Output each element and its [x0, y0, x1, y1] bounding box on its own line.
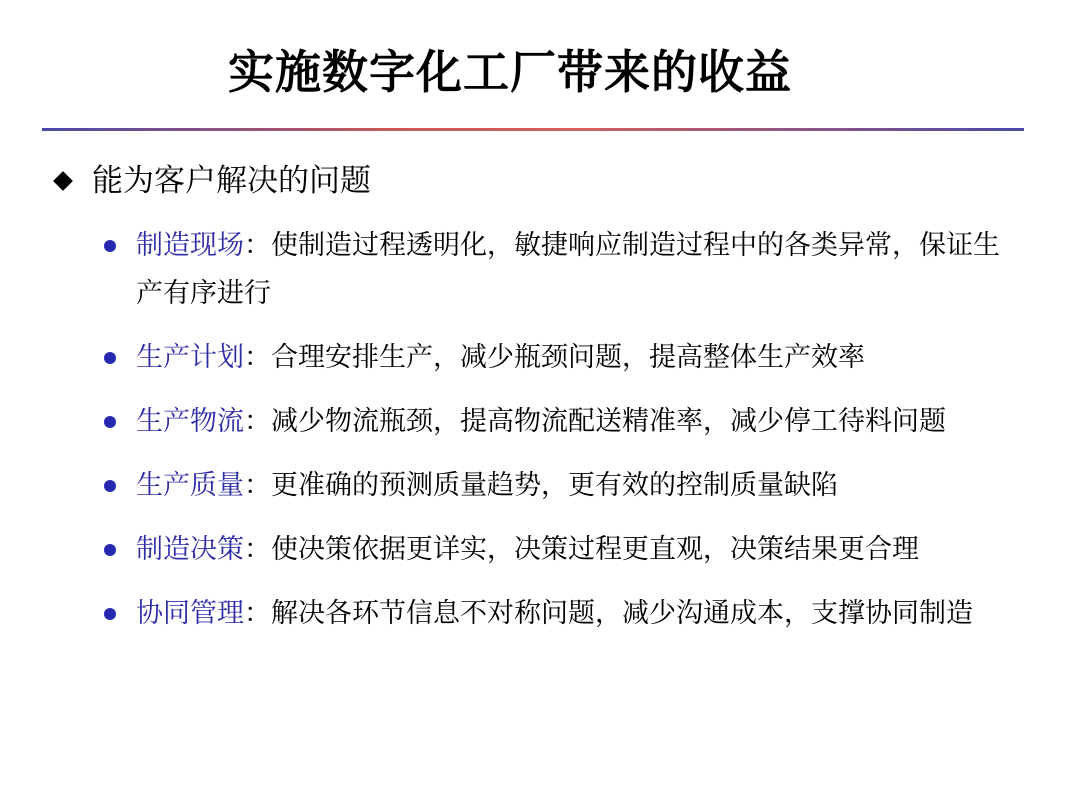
- benefit-item-manufacturing-decision: [0, 526, 1016, 574]
- benefit-description: 使决策依据更详实，决策过程更直观，决策结果更合理: [271, 534, 919, 565]
- benefit-term: 生产质量: [136, 470, 244, 501]
- benefit-colon: ：: [244, 230, 271, 261]
- benefit-item-manufacturing-site: [0, 222, 1016, 318]
- benefit-term: 制造决策: [136, 534, 244, 565]
- benefit-description: 解决各环节信息不对称问题，减少沟通成本，支撑协同制造: [271, 598, 973, 629]
- benefit-colon: ：: [244, 534, 271, 565]
- benefit-description: 使制造过程透明化，敏捷响应制造过程中的各类异常，保证生产有序进行: [136, 230, 1000, 309]
- benefit-item-production-quality: [0, 462, 1016, 510]
- benefit-term: 协同管理: [136, 598, 244, 629]
- title-divider: [42, 128, 1024, 131]
- benefit-item-production-logistics: [0, 398, 1016, 446]
- section-heading-text: 能为客户解决的问题: [92, 163, 371, 199]
- benefit-description: 合理安排生产，减少瓶颈问题，提高整体生产效率: [271, 342, 865, 373]
- slide-title: 实施数字化工厂带来的收益: [228, 45, 792, 99]
- bullet-dot-icon: [104, 608, 116, 620]
- benefit-term: 制造现场: [136, 230, 244, 261]
- benefit-term: 生产计划: [136, 342, 244, 373]
- benefit-description: 更准确的预测质量趋势，更有效的控制质量缺陷: [271, 470, 838, 501]
- section-heading: [48, 156, 371, 206]
- bullet-dot-icon: [104, 416, 116, 428]
- benefit-colon: ：: [244, 470, 271, 501]
- benefit-description: 减少物流瓶颈，提高物流配送精准率，减少停工待料问题: [271, 406, 946, 437]
- bullet-dot-icon: [104, 240, 116, 252]
- bullet-dot-icon: [104, 480, 116, 492]
- benefit-item-production-planning: [0, 334, 1016, 382]
- bullet-dot-icon: [104, 352, 116, 364]
- diamond-bullet-icon: [53, 171, 73, 191]
- bullet-dot-icon: [104, 544, 116, 556]
- benefit-term: 生产物流: [136, 406, 244, 437]
- benefit-colon: ：: [244, 342, 271, 373]
- benefit-item-collaborative-management: [0, 590, 1016, 638]
- benefit-list: [0, 222, 1080, 654]
- benefit-colon: ：: [244, 598, 271, 629]
- benefit-colon: ：: [244, 406, 271, 437]
